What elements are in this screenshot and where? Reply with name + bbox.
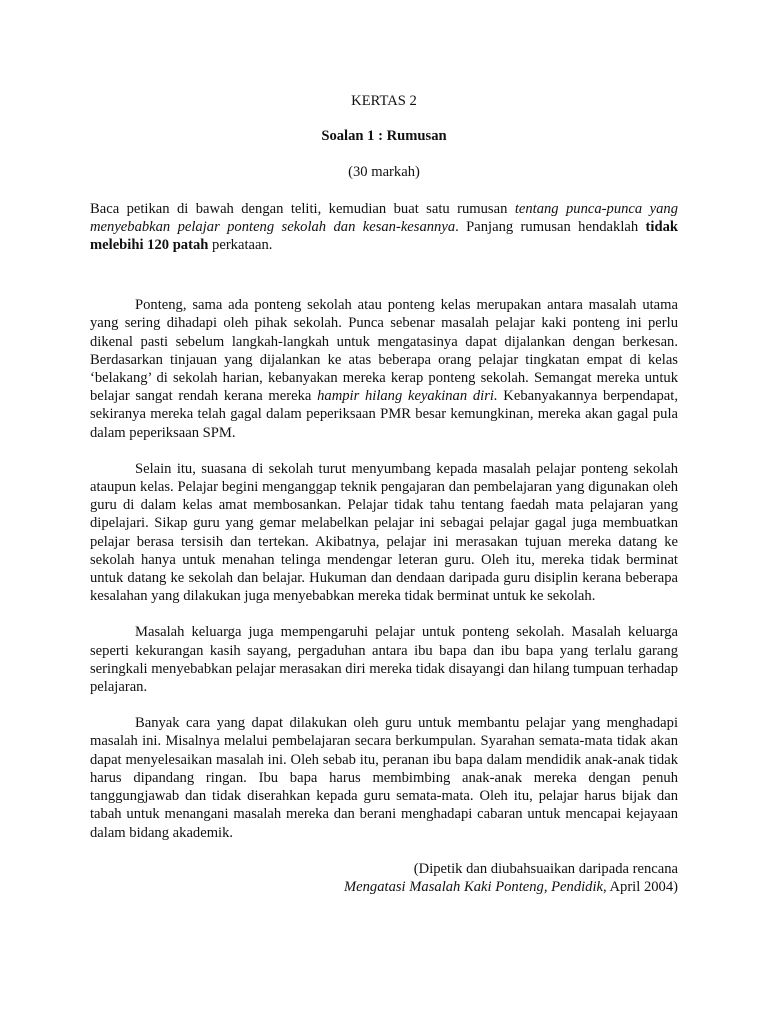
paragraph-italic-text: hampir hilang keyakinan diri. xyxy=(317,388,498,405)
word-limit-text: tidak melebihi 120 patah xyxy=(90,218,678,254)
passage-paragraph-3: Masalah keluarga juga mempengaruhi pelajar untuk ponteng sekolah. Masalah keluarga seperti kekurangan kasih sayang, pergaduhan antara ibu bapa dan ibu bapa yang terlalu garang seringkali menyebabkan pelajar merasakan diri mereka tidak disayangi dan hilang tumpuan terhadap pelajaran. xyxy=(90,624,678,696)
marks-label: (30 markah) xyxy=(348,164,420,181)
passage-paragraph-4: Banyak cara yang dapat dilakukan oleh guru untuk membantu pelajar yang menghadapi masalah ini. Misalnya melalui pembelajaran secara berkumpulan. Syarahan semata-mata tidak akan dapat menyelesaikan masalah ini. Oleh sebab itu, peranan ibu bapa dalam mendidik anak-anak tidak harus dipandang ringan. Ibu bapa harus membimbing anak-anak mereka dengan penuh tanggungjawab dan tidak diserahkan kepada guru semata-mata. Oleh itu, pelajar harus bijak dan tabah untuk menangani masalah mereka dan berani menghadapi cabaran untuk mencapai kejayaan dalam bidang akademik. xyxy=(90,715,678,841)
document-page xyxy=(90,92,678,896)
source-title-italic: Mengatasi Masalah Kaki Ponteng, Pendidik xyxy=(344,878,603,895)
paragraph-text: Ponteng, sama ada ponteng sekolah atau ponteng kelas merupakan antara masalah utama yang sering dihadapi oleh pihak sekolah. Punca sebenar masalah pelajar kaki ponteng ini perlu dikenal pasti sebelum langkah-langkah untuk mengatasinya dapat dijalankan dengan berkesan. Berdasarkan tinjauan yang dijalankan ke atas beberapa orang pelajar tingkatan empat di kelas ‘belakang’ di sekolah harian, kebanyakan mereka kerap ponteng sekolah. Semangat mereka untuk belajar sangat rendah kerana mereka xyxy=(90,297,678,405)
instruction-text-cont: . Panjang rumusan hendaklah xyxy=(455,218,646,235)
instruction-italic-text: tentang punca-punca yang menyebabkan pelajar ponteng sekolah dan kesan-kesannya xyxy=(90,200,678,235)
paragraph-text-cont: Kebanyakannya berpendapat, sekiranya mereka telah gagal dalam peperiksaan PMR besar kemungkinan, mereka akan gagal pula dalam peperiksaan SPM. xyxy=(90,388,678,441)
instruction-text: Baca petikan di bawah dengan teliti, kemudian buat satu rumusan xyxy=(90,200,515,217)
source-date: , April 2004) xyxy=(603,878,678,895)
instruction-paragraph xyxy=(90,200,678,255)
source-citation-line-1: (Dipetik dan diubahsuaikan daripada rencana xyxy=(413,860,678,877)
source-citation-line-2 xyxy=(90,878,678,896)
passage-paragraph-1 xyxy=(90,296,678,442)
page-title: KERTAS 2 xyxy=(351,93,417,109)
question-subtitle: Soalan 1 : Rumusan xyxy=(321,128,447,145)
instruction-text-end: perkataan. xyxy=(208,237,273,254)
passage-paragraph-2: Selain itu, suasana di sekolah turut menyumbang kepada masalah pelajar ponteng sekolah ataupun kelas. Pelajar begini menganggap teknik pengajaran dan pembelajaran yang digunakan oleh guru di dalam kelas amat membosankan. Pelajar tidak tahu tentang faedah mata pelajaran yang dipelajari. Sikap guru yang gemar melabelkan pelajar ini sebagai pelajar gagal juga membuatkan pelajar berasa tersisih dan tertekan. Akibatnya, pelajar ini merasakan tujuan mereka datang ke sekolah hanya untuk menahan telinga mendengar leteran guru. Oleh itu, mereka tidak berminat untuk datang ke sekolah dan belajar. Hukuman dan dendaan daripada guru disiplin kerana beberapa kesalahan yang dilakukan juga menyebabkan mereka tidak berminat untuk ke sekolah. xyxy=(90,460,678,605)
